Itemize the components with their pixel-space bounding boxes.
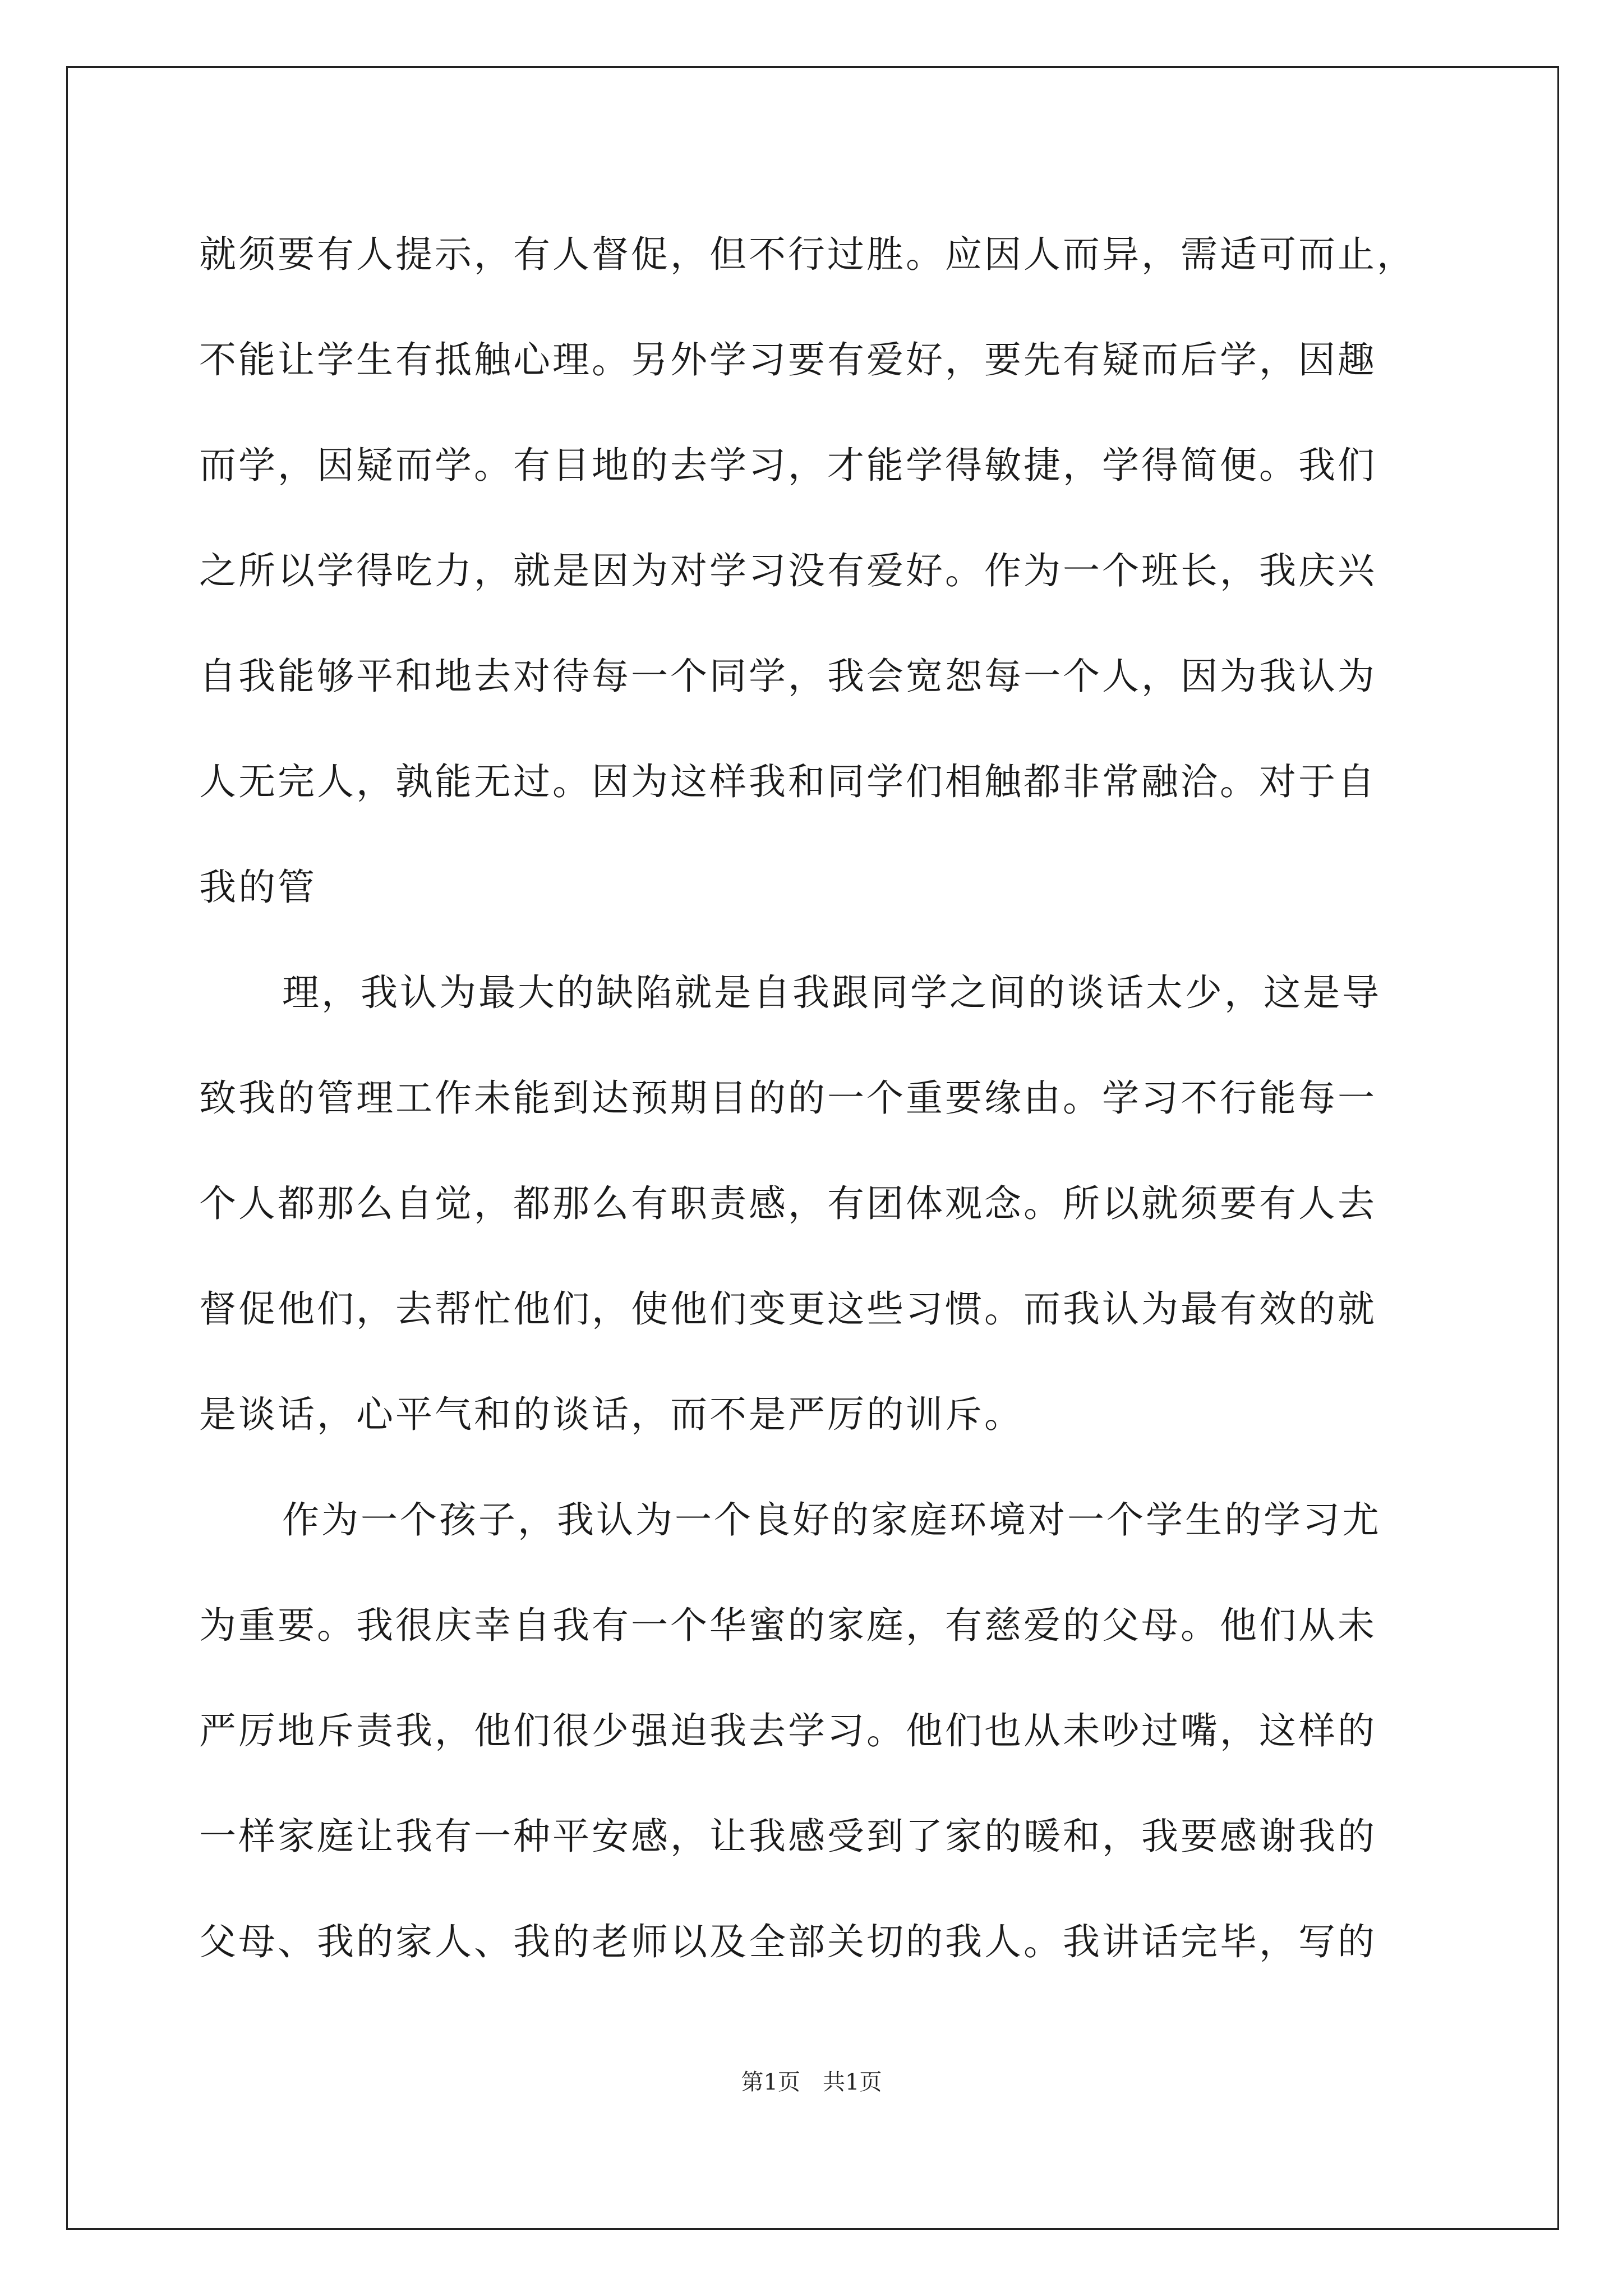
paragraph-start-line: 理，我认为最大的缺陷就是自我跟同学之间的谈话太少，这是导 — [282, 971, 1381, 1014]
document-body — [199, 202, 1461, 1995]
text-line: 个人都那么自觉，都那么有职责感，有团体观念。所以就须要有人去 — [199, 1182, 1377, 1225]
text-line: 督促他们，去帮忙他们，使他们变更这些习惯。而我认为最有效的就 — [199, 1287, 1377, 1331]
text-line: 严厉地斥责我，他们很少强迫我去学习。他们也从未吵过嘴，这样的 — [199, 1709, 1377, 1752]
page-footer: 第1页 共1页 — [741, 2069, 882, 2095]
text-line: 我的管 — [199, 866, 317, 909]
text-line: 致我的管理工作未能到达预期目的的一个重要缘由。学习不行能每一 — [199, 1076, 1377, 1120]
text-line: 不能让学生有抵触心理。另外学习要有爱好，要先有疑而后学，因趣 — [199, 338, 1377, 381]
text-line: 父母、我的家人、我的老师以及全部关切的我人。我讲话完毕，写的 — [199, 1920, 1377, 1963]
text-line: 之所以学得吃力，就是因为对学习没有爱好。作为一个班长，我庆兴 — [199, 549, 1377, 592]
text-line: 就须要有人提示，有人督促，但不行过胜。应因人而异，需适可而止， — [199, 233, 1416, 276]
text-line: 自我能够平和地去对待每一个同学，我会宽恕每一个人，因为我认为 — [199, 655, 1377, 698]
text-line: 是谈话，心平气和的谈话，而不是严厉的训斥。 — [199, 1393, 1023, 1436]
text-line: 人无完人，孰能无过。因为这样我和同学们相触都非常融洽。对于自 — [199, 760, 1377, 803]
text-line: 为重要。我很庆幸自我有一个华蜜的家庭，有慈爱的父母。他们从未 — [199, 1604, 1377, 1647]
text-line: 而学，因疑而学。有目地的去学习，才能学得敏捷，学得简便。我们 — [199, 444, 1377, 487]
paragraph-start-line: 作为一个孩子，我认为一个良好的家庭环境对一个学生的学习尤 — [282, 1498, 1381, 1542]
text-line: 一样家庭让我有一种平安感，让我感受到了家的暖和，我要感谢我的 — [199, 1815, 1377, 1858]
